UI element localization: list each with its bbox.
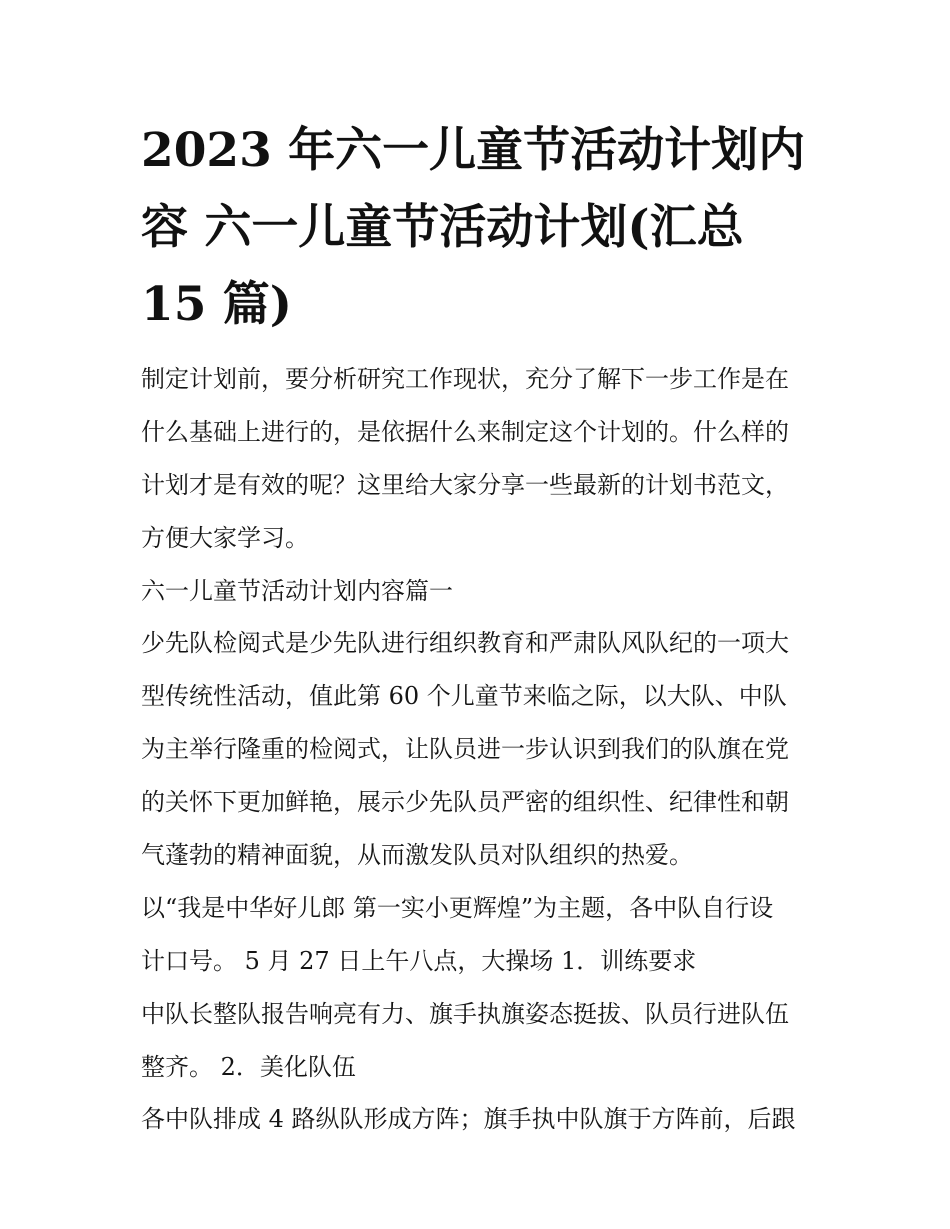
body-line: 为主举行隆重的检阅式，让队员进一步认识到我们的队旗在党: [141, 735, 789, 764]
intro-line: 制定计划前，要分析研究工作现状，充分了解下一步工作是在: [141, 365, 789, 393]
document-title: [141, 112, 821, 343]
title-line: 2023 年六一儿童节活动计划内: [141, 123, 806, 178]
body-line: 各中队排成 4 路纵队形成方阵；旗手执中队旗于方阵前，后跟: [141, 1105, 796, 1134]
intro-line: 什么基础上进行的，是依据什么来制定这个计划的。什么样的: [141, 417, 789, 446]
document-body: [141, 353, 821, 1146]
intro-line: 方便大家学习。: [141, 523, 309, 552]
body-line: 气蓬勃的精神面貌，从而激发队员对队组织的热爱。: [141, 841, 693, 870]
body-line: 型传统性活动，值此第 60 个儿童节来临之际，以大队、中队: [141, 682, 787, 711]
body-line: 以“我是中华好儿郎 第一实小更辉煌”为主题，各中队自行设: [141, 893, 774, 922]
body-line: 的关怀下更加鲜艳，展示少先队员严密的组织性、纪律性和朝: [141, 788, 789, 817]
body-line: 整齐。 2．美化队伍: [141, 1052, 356, 1081]
title-line: 容 六一儿童节活动计划(汇总: [141, 200, 744, 255]
section-heading: 六一儿童节活动计划内容篇一: [141, 576, 453, 605]
body-line: 少先队检阅式是少先队进行组织教育和严肃队风队纪的一项大: [141, 629, 789, 658]
body-line: 计口号。 5 月 27 日上午八点，大操场 1．训练要求: [141, 946, 697, 975]
intro-line: 计划才是有效的呢？这里给大家分享一些最新的计划书范文，: [141, 470, 789, 499]
body-line: 中队长整队报告响亮有力、旗手执旗姿态挺拔、队员行进队伍: [141, 999, 789, 1028]
title-line: 15 篇): [141, 277, 293, 332]
